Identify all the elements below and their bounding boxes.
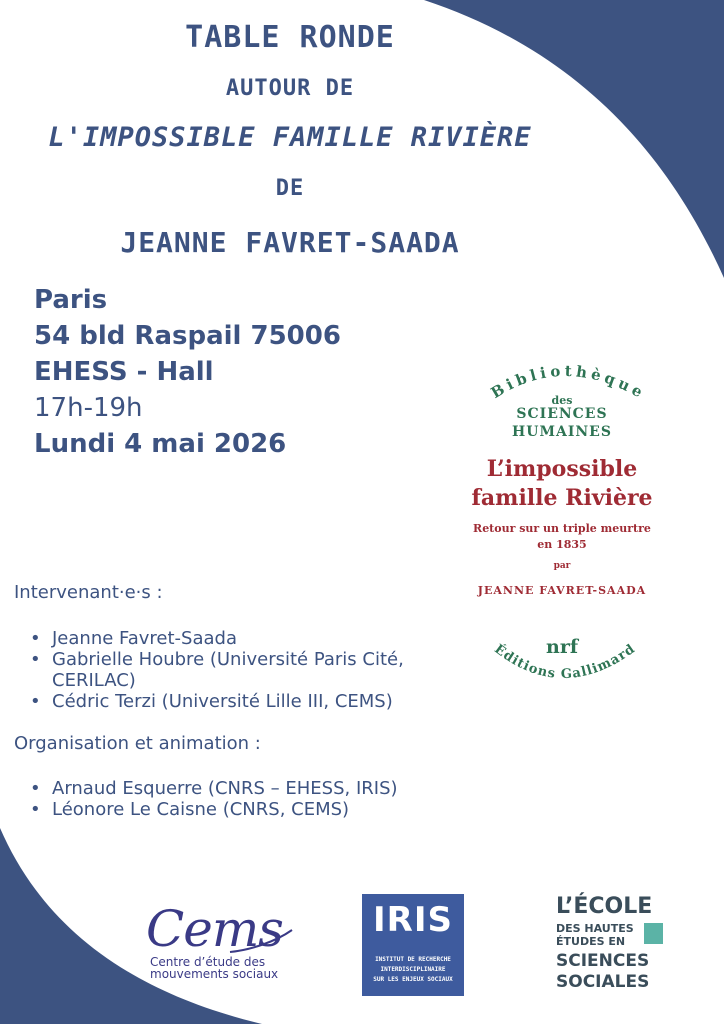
- event-info: [34, 282, 341, 462]
- event-city: Paris: [34, 285, 108, 315]
- cems-logo: [140, 900, 300, 990]
- event-of: DE: [275, 176, 305, 201]
- speaker-item: • Gabrielle Houbre (Université Paris Cité, CERILAC): [28, 649, 492, 691]
- event-time: 17h-19h: [34, 393, 143, 423]
- ehess-logo-line5: SOCIALES: [556, 972, 650, 992]
- iris-logo-caption-line3: SUR LES ENJEUX SOCIAUX: [373, 976, 453, 983]
- ehess-square-icon: [644, 923, 663, 944]
- cover-series-line2: HUMAINES: [512, 424, 612, 440]
- cover-series-arc: Bibliothèque: [487, 361, 650, 404]
- iris-logo-caption-line1: INSTITUT DE RECHERCHE: [375, 956, 451, 963]
- cover-subtitle-line2: en 1835: [537, 538, 587, 551]
- event-author: JEANNE FAVRET-SAADA: [120, 226, 460, 259]
- iris-logo: [362, 894, 464, 996]
- cems-swoosh-icon: [140, 900, 300, 960]
- cover-series-des: des: [551, 394, 573, 407]
- event-around: AUTOUR DE: [225, 76, 355, 101]
- cover-subtitle-line1: Retour sur un triple meurtre: [473, 522, 651, 535]
- event-date: Lundi 4 mai 2026: [34, 429, 287, 459]
- cover-title-line1: L’impossible: [486, 456, 638, 482]
- cover-title-line2: famille Rivière: [471, 485, 653, 511]
- cover-author: JEANNE FAVRET-SAADA: [477, 584, 647, 597]
- organiser-item: • Léonore Le Caisne (CNRS, CEMS): [28, 799, 492, 820]
- cover-par: par: [553, 561, 571, 571]
- speaker-item: • Cédric Terzi (Université Lille III, CEMS): [28, 691, 492, 712]
- speaker-item: • Jeanne Favret-Saada: [28, 628, 492, 649]
- event-book-title: L'IMPOSSIBLE FAMILLE RIVIÈRE: [48, 122, 532, 153]
- event-address: 54 bld Raspail 75006: [34, 321, 341, 351]
- cover-series-line1: SCIENCES: [516, 406, 608, 422]
- event-venue: EHESS - Hall: [34, 357, 214, 387]
- organiser-item: • Arnaud Esquerre (CNRS – EHESS, IRIS): [28, 778, 492, 799]
- speakers-label: Intervenant·e·s :: [14, 582, 163, 603]
- organisation-list: [28, 778, 492, 820]
- ehess-logo: [556, 896, 666, 1000]
- iris-logo-word: IRIS: [373, 900, 453, 940]
- cems-logo-caption-line2: mouvements sociaux: [150, 967, 279, 981]
- cover-publisher-arc: Éditions Gallimard: [491, 641, 639, 683]
- speakers-list: [28, 628, 492, 712]
- ehess-logo-line4: SCIENCES: [556, 951, 650, 971]
- book-cover: [432, 352, 692, 702]
- cems-logo-caption-line1: Centre d’étude des: [150, 955, 266, 969]
- ehess-logo-line3: ÉTUDES EN: [556, 935, 626, 948]
- ehess-logo-line1: L’ÉCOLE: [556, 894, 653, 919]
- organisation-label: Organisation et animation :: [14, 733, 261, 754]
- event-title: TABLE RONDE: [185, 20, 395, 55]
- cover-imprint: nrf: [546, 636, 578, 658]
- cems-logo-word: Cems: [146, 900, 283, 958]
- ehess-logo-line2: DES HAUTES: [556, 922, 634, 935]
- iris-logo-caption-line2: INTERDISCIPLINAIRE: [380, 966, 446, 973]
